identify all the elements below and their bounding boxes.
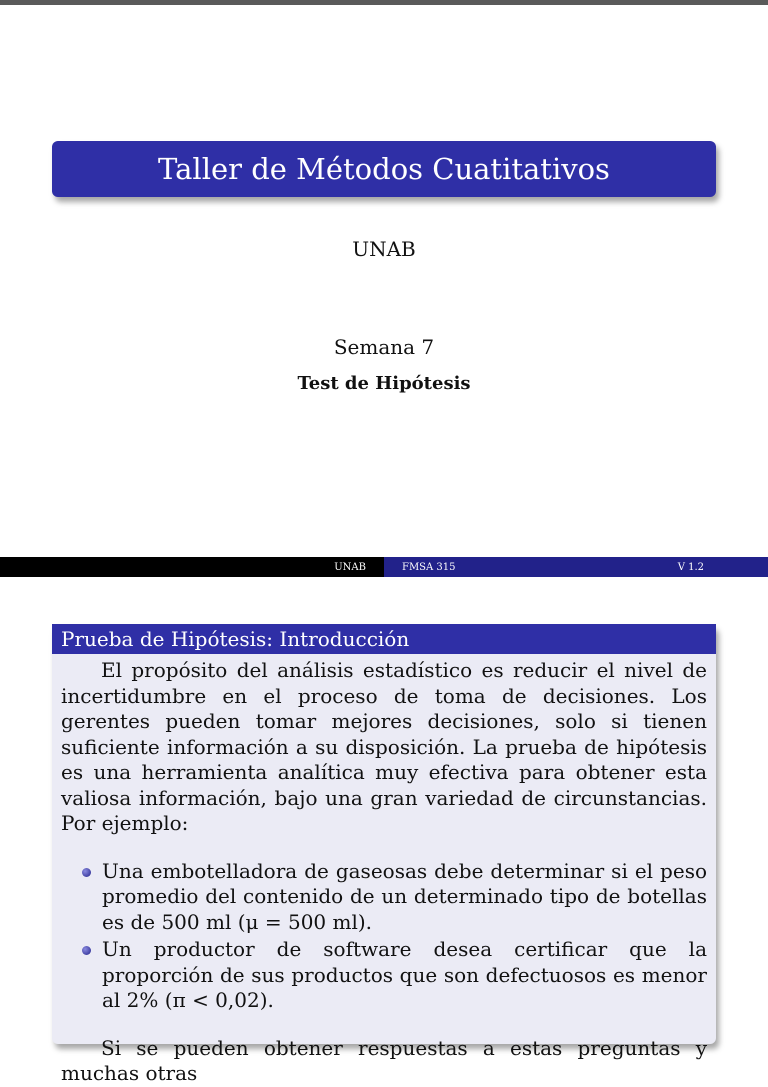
block-body bbox=[52, 654, 716, 1087]
bullet-text: Un productor de software desea certificar que la proporción de sus productos que son defectuosos es menor al 2% (π < 0,02). bbox=[102, 937, 707, 1012]
title-box bbox=[52, 141, 716, 197]
content-slide bbox=[0, 602, 768, 1085]
intro-paragraph: El propósito del análisis estadístico es reducir el nivel de incertidumbre en el proceso de toma de decisiones. Los gerentes pueden tomar mejores decisiones, solo si tienen suficiente información a su disposición. La prueba de hipótesis es una herramienta analítica muy efectiva para obtener esta valiosa información, bajo una gran variedad de circunstancias. Por ejemplo: bbox=[61, 658, 707, 835]
institution: UNAB bbox=[352, 237, 416, 261]
content-block bbox=[52, 624, 716, 1085]
week-label: Semana 7 bbox=[333, 335, 435, 359]
footer-course: FMSA 315 bbox=[402, 561, 456, 573]
list-item bbox=[61, 859, 707, 936]
footer-left bbox=[0, 557, 384, 577]
footer-right bbox=[384, 557, 768, 577]
footer-institution: UNAB bbox=[334, 561, 366, 573]
block-title: Prueba de Hipótesis: Introducción bbox=[52, 624, 716, 654]
bullet-icon bbox=[82, 868, 91, 877]
closing-paragraph: Si se pueden obtener respuestas a estas preguntas y muchas otras bbox=[61, 1035, 707, 1085]
list-item bbox=[61, 937, 707, 1014]
footer-version: V 1.2 bbox=[677, 561, 704, 573]
topic-label: Test de Hipótesis bbox=[297, 373, 471, 394]
bullet-list bbox=[61, 859, 707, 1014]
slide-title: Taller de Métodos Cuatitativos bbox=[158, 152, 610, 186]
footer-bar bbox=[0, 557, 768, 577]
title-slide bbox=[0, 5, 768, 557]
slide-separator bbox=[0, 577, 768, 602]
bullet-text: Una embotelladora de gaseosas debe determinar si el peso promedio del contenido de un determinado tipo de botellas es de 500 ml (μ = 500 ml). bbox=[102, 858, 707, 934]
bullet-icon bbox=[82, 946, 91, 955]
